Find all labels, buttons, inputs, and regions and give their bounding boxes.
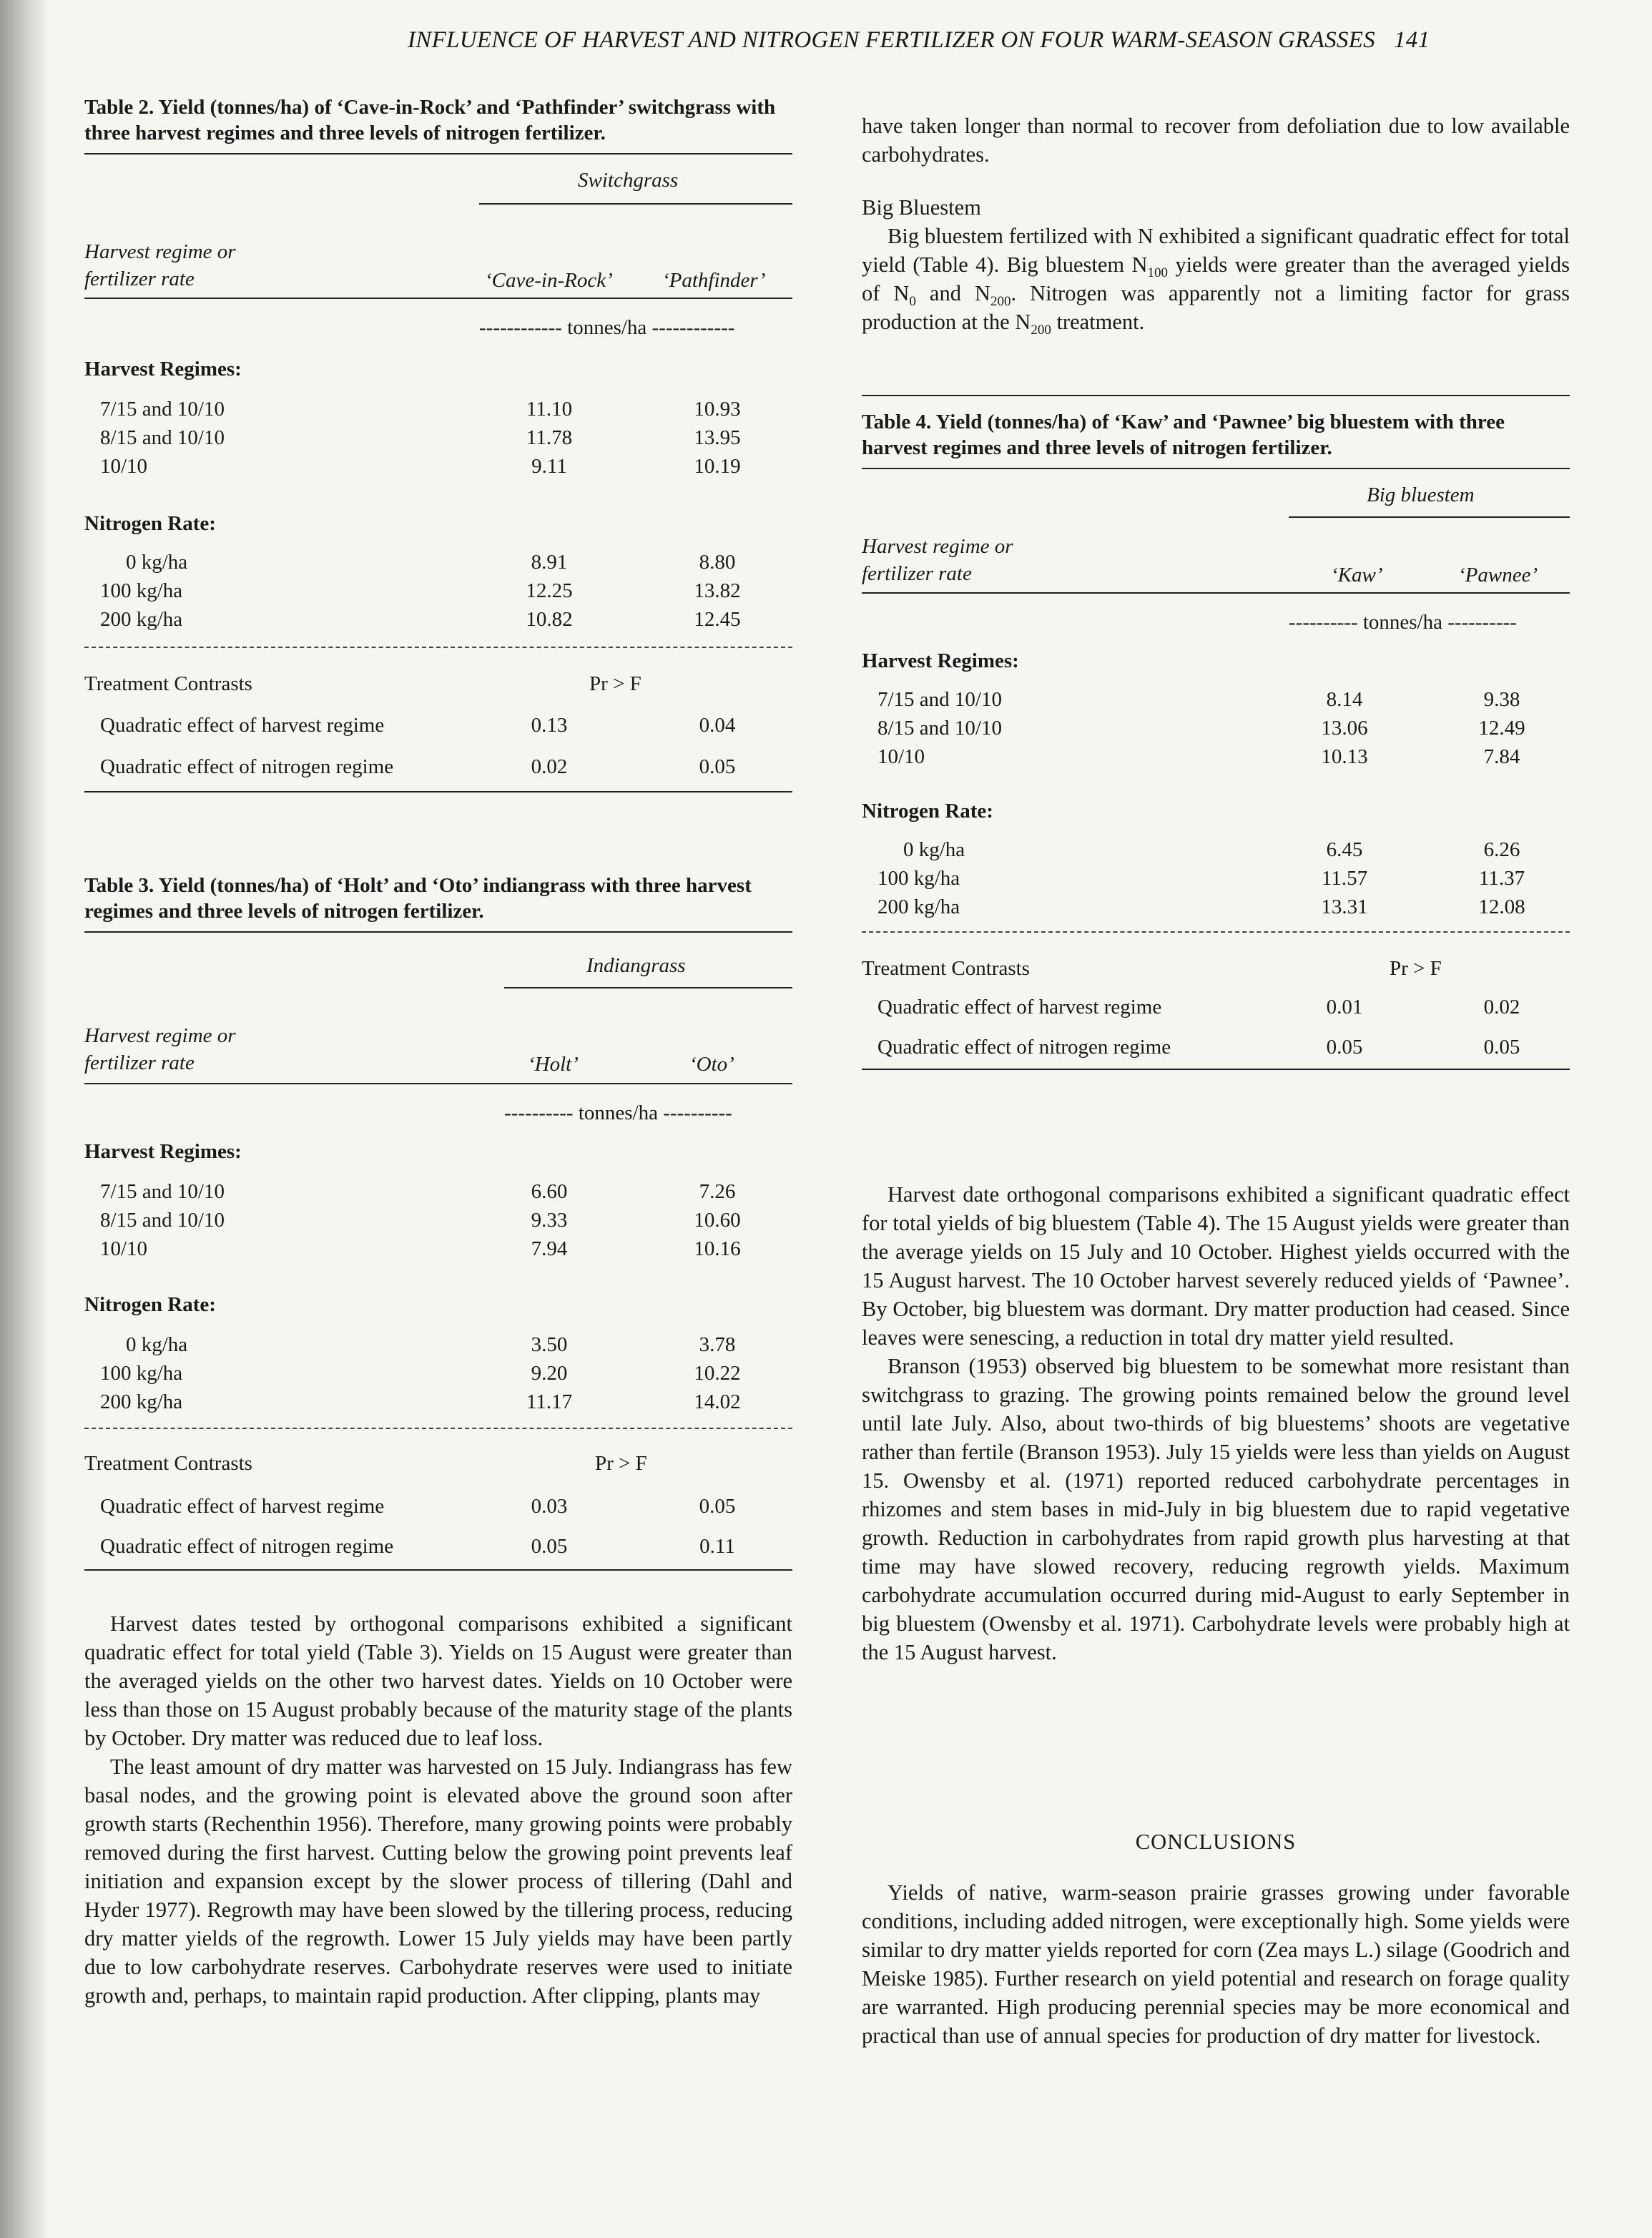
row-header: Harvest regime or <box>862 535 1013 558</box>
cell-value: 8.14 <box>1326 688 1363 711</box>
subscript: 0 <box>909 294 916 310</box>
cell-value: 11.37 <box>1478 867 1525 890</box>
section-label: Harvest Regimes: <box>84 1140 242 1163</box>
cell-value: 10.82 <box>526 608 573 631</box>
column-header: ‘Kaw’ <box>1331 564 1383 587</box>
subscript: 200 <box>990 294 1011 310</box>
table-4 <box>862 395 1570 1113</box>
column-header: ‘Pawnee’ <box>1458 564 1538 587</box>
dashed-rule <box>84 647 792 648</box>
cell-value: 13.95 <box>694 426 741 449</box>
row-label: 8/15 and 10/10 <box>877 717 1002 740</box>
row-header: Harvest regime or <box>84 1024 236 1047</box>
column-header: ‘Holt’ <box>528 1053 579 1076</box>
row-label: 0 kg/ha <box>126 551 188 574</box>
table-caption: Table 4. Yield (tonnes/ha) of ‘Kaw’ and ‘Pawnee’ big bluestem with three harvest regimes and three levels of nitrogen fertilizer. <box>862 411 1505 459</box>
paragraph: Harvest dates tested by orthogonal comparisons exhibited a significant quadratic effect for total yield (Table 3). Yields on 15 August were greater than the averaged yields on the other two harvest dates. Yields on 10 October were less than those on 15 August probably because of the maturity stage of the plants by October. Dry matter was reduced due to leaf loss. <box>84 1611 792 1750</box>
cell-value: 10.22 <box>694 1362 741 1385</box>
contrast-label: Quadratic effect of harvest regime <box>877 996 1162 1019</box>
cell-value: 6.45 <box>1326 838 1363 861</box>
cell-value: 6.60 <box>531 1180 568 1203</box>
row-label: 7/15 and 10/10 <box>100 398 225 421</box>
cell-value: 3.78 <box>699 1333 736 1356</box>
cell-value: 9.11 <box>531 455 567 478</box>
cell-value: 0.05 <box>699 1495 736 1518</box>
table-caption: Table 2. Yield (tonnes/ha) of ‘Cave-in-Rock’ and ‘Pathfinder’ switchgrass with three harvest regimes and three levels of nitrogen fertilizer. <box>84 96 776 144</box>
cell-value: 11.10 <box>526 398 573 421</box>
cell-value: 0.05 <box>1483 1036 1520 1059</box>
left-body-text <box>84 1609 792 2010</box>
cell-value: 13.06 <box>1321 717 1368 740</box>
contrast-label: Quadratic effect of nitrogen regime <box>100 755 394 778</box>
row-label: 10/10 <box>877 745 925 768</box>
cell-value: 0.03 <box>531 1495 568 1518</box>
group-label: Big bluestem <box>1367 484 1475 506</box>
row-header: Harvest regime or <box>84 240 236 263</box>
cell-value: 0.02 <box>1483 996 1520 1019</box>
paragraph: Harvest date orthogonal comparisons exhibited a significant quadratic effect for total yields of big bluestem (Table 4). The 15 August yields were greater than the average yields on 15 July and 10 October. Highest yields occurred with the 15 August harvest. The 10 October harvest severely reduced yields of ‘Pawnee’. By October, big bluestem was dormant. Dry matter production had ceased. Since leaves were senescing, a reduction in total dry matter yield resulted. <box>862 1182 1570 1350</box>
paragraph: Branson (1953) observed big bluestem to be somewhat more resistant than switchgrass to grazing. The growing points remained below the ground level until late July. Also, about two-thirds of big bluestems’ shoots are vegetative rather than fertile (Branson 1953). July 15 yields were less than yields on August 15. Owensby et al. (1971) reported reduced carbohydrate percentages in rhizomes and stem bases in mid-July in big bluestem due to rapid vegetative growth. Reduction in carbohydrates from rapid growth plus harvesting at that time may have slowed recovery, reducing regrowth yields. Maximum carbohydrate accumulation occurred during mid-August to early September in big bluestem (Owensby et al. 1971). Carbohydrate levels were probably high at the 15 August harvest. <box>862 1354 1570 1664</box>
row-header: fertilizer rate <box>862 562 972 585</box>
cell-value: 12.49 <box>1478 717 1525 740</box>
row-label: 8/15 and 10/10 <box>100 426 225 449</box>
row-label: 200 kg/ha <box>100 1390 183 1413</box>
paragraph: The least amount of dry matter was harvested on 15 July. Indiangrass has few basal nodes, and the growing point is elevated above the ground soon after growth starts (Rechenthin 1956). Therefore, many growing points were probably removed during the first harvest. Cutting below the growing point prevents leaf initiation and expansion except by the slower process of tillering (Dahl and Hyder 1977). Regrowth may have been slowed by the tillering process, reducing dry matter yields of the regrowth. Lower 15 July yields may have been partly due to low carbohydrate reserves. Carbohydrate reserves were used to initiate growth and, perhaps, to maintain rapid production. After clipping, plants may <box>84 1754 792 2008</box>
header-rule <box>84 298 792 299</box>
header-rule <box>84 1083 792 1084</box>
conclusions-text <box>862 1878 1570 2050</box>
row-label: 8/15 and 10/10 <box>100 1209 225 1232</box>
table-body <box>84 154 792 798</box>
paragraph: Yields of native, warm-season prairie grasses growing under favorable conditions, including added nitrogen, were exceptionally high. Some yields were similar to dry matter yields reported for corn (Zea mays L.) silage (Goodrich and Meiske 1985). Further research on yield potential and research on forage quality are warranted. High producing perennial species may be more economical and practical than use of annual species for production of dry matter for livestock. <box>862 1880 1570 2048</box>
units-label: ------------ tonnes/ha ------------ <box>479 316 735 339</box>
paragraph <box>862 222 1570 336</box>
section-label: Harvest Regimes: <box>84 358 242 381</box>
cell-value: 6.26 <box>1483 838 1520 861</box>
right-body-text <box>862 1180 1570 1667</box>
cell-value: 13.31 <box>1321 895 1368 918</box>
cell-value: 9.20 <box>531 1362 568 1385</box>
table-caption: Table 3. Yield (tonnes/ha) of ‘Holt’ and ‘Oto’ indiangrass with three harvest regimes and three levels of nitrogen fertilizer. <box>84 874 752 923</box>
contrast-label: Quadratic effect of harvest regime <box>100 1495 385 1518</box>
header-rule <box>862 592 1570 594</box>
cell-value: 8.80 <box>699 551 736 574</box>
subscript: 200 <box>1031 323 1051 338</box>
cell-value: 0.11 <box>699 1535 735 1558</box>
contrast-label: Quadratic effect of nitrogen regime <box>100 1535 394 1558</box>
cell-value: 14.02 <box>694 1390 741 1413</box>
contrasts-label: Treatment Contrasts <box>84 672 252 695</box>
group-rule <box>1289 516 1570 518</box>
group-label: Switchgrass <box>578 169 679 192</box>
cell-value: 10.60 <box>694 1209 741 1232</box>
cell-value: 10.16 <box>694 1237 741 1260</box>
paragraph-continued: have taken longer than normal to recover from defoliation due to low available carbohydrates. <box>862 114 1570 167</box>
table-bottom-rule <box>84 791 792 792</box>
text-run: and N <box>915 281 990 305</box>
column-header: ‘Cave-in-Rock’ <box>485 269 613 292</box>
text-run: yields were greater than the averaged yields of N <box>862 252 1570 305</box>
section-heading: Big Bluestem <box>862 195 981 220</box>
cell-value: 10.19 <box>694 455 741 478</box>
cell-value: 12.08 <box>1478 895 1525 918</box>
row-label: 10/10 <box>100 455 148 478</box>
cell-value: 11.57 <box>1321 867 1368 890</box>
text-run: Big bluestem fertilized with N exhibited a significant quadratic effect for total yield (Table 4). Big bluestem N <box>862 224 1570 277</box>
table-top-rule <box>862 395 1570 396</box>
cell-value: 10.93 <box>694 398 741 421</box>
table-bottom-rule <box>862 1069 1570 1070</box>
cell-value: 13.82 <box>694 579 741 602</box>
row-label: 200 kg/ha <box>100 608 183 631</box>
section-label: Harvest Regimes: <box>862 649 1019 672</box>
row-label: 10/10 <box>100 1237 148 1260</box>
prf-label: Pr > F <box>589 672 641 695</box>
running-header <box>408 27 1573 54</box>
cell-value: 0.04 <box>699 714 736 737</box>
cell-value: 0.13 <box>531 714 568 737</box>
cell-value: 9.38 <box>1483 688 1520 711</box>
cell-value: 9.33 <box>531 1209 568 1232</box>
dashed-rule <box>84 1428 792 1429</box>
group-rule <box>504 987 792 988</box>
cell-value: 11.78 <box>526 426 573 449</box>
cell-value: 0.05 <box>699 755 736 778</box>
contrast-label: Quadratic effect of nitrogen regime <box>877 1036 1171 1059</box>
text-run: treatment. <box>1051 310 1145 334</box>
row-label: 7/15 and 10/10 <box>877 688 1002 711</box>
cell-value: 7.26 <box>699 1180 736 1203</box>
group-rule <box>479 203 792 205</box>
contrast-label: Quadratic effect of harvest regime <box>100 714 385 737</box>
contrasts-label: Treatment Contrasts <box>84 1452 252 1475</box>
cell-value: 0.05 <box>1326 1036 1363 1059</box>
cell-value: 8.91 <box>531 551 568 574</box>
row-label: 0 kg/ha <box>903 838 965 861</box>
right-top-text <box>862 112 1570 169</box>
units-label: ---------- tonnes/ha ---------- <box>504 1101 732 1124</box>
row-label: 100 kg/ha <box>100 1362 183 1385</box>
cell-value: 7.94 <box>531 1237 568 1260</box>
section-label: Nitrogen Rate: <box>862 800 993 823</box>
cell-value: 3.50 <box>531 1333 568 1356</box>
table-2 <box>84 94 792 798</box>
column-header: ‘Oto’ <box>689 1053 734 1076</box>
section-label: Nitrogen Rate: <box>84 1293 216 1316</box>
cell-value: 0.01 <box>1326 996 1363 1019</box>
running-header-title: INFLUENCE OF HARVEST AND NITROGEN FERTILIZER ON FOUR WARM-SEASON GRASSES <box>408 27 1375 53</box>
cell-value: 12.25 <box>526 579 573 602</box>
page-number: 141 <box>1393 27 1430 53</box>
subscript: 100 <box>1147 265 1168 281</box>
row-header: fertilizer rate <box>84 1051 195 1074</box>
row-header: fertilizer rate <box>84 268 195 290</box>
prf-label: Pr > F <box>595 1452 647 1475</box>
row-label: 100 kg/ha <box>100 579 183 602</box>
table-3 <box>84 873 792 1576</box>
page-gutter-shadow <box>0 0 50 2238</box>
cell-value: 0.05 <box>531 1535 568 1558</box>
dashed-rule <box>862 931 1570 933</box>
column-header: ‘Pathfinder’ <box>662 269 766 292</box>
row-label: 7/15 and 10/10 <box>100 1180 225 1203</box>
cell-value: 12.45 <box>694 608 741 631</box>
contrasts-label: Treatment Contrasts <box>862 957 1030 980</box>
table-body <box>862 469 1570 1113</box>
text-run: . Nitrogen was apparently not a limiting factor for grass production at the N <box>862 281 1570 334</box>
cell-value: 11.17 <box>526 1390 573 1413</box>
group-label: Indiangrass <box>586 954 686 977</box>
units-label: ---------- tonnes/ha ---------- <box>1289 611 1517 634</box>
cell-value: 0.02 <box>531 755 568 778</box>
section-label: Nitrogen Rate: <box>84 512 216 535</box>
row-label: 0 kg/ha <box>126 1333 188 1356</box>
table-bottom-rule <box>84 1569 792 1571</box>
cell-value: 7.84 <box>1483 745 1520 768</box>
conclusions-heading: CONCLUSIONS <box>1135 1830 1297 1854</box>
big-bluestem-section <box>862 193 1570 336</box>
row-label: 200 kg/ha <box>877 895 960 918</box>
table-body <box>84 933 792 1576</box>
cell-value: 10.13 <box>1321 745 1368 768</box>
prf-label: Pr > F <box>1390 957 1442 980</box>
row-label: 100 kg/ha <box>877 867 960 890</box>
